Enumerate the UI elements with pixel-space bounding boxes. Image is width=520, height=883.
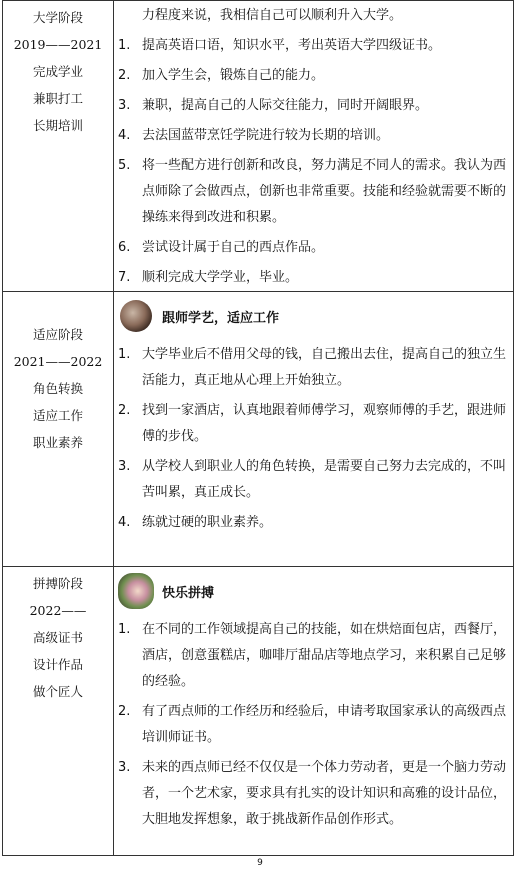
stage-goal: 兼职打工 bbox=[32, 91, 83, 106]
list-item: 2. 找到一家酒店，认真地跟着师傅学习，观察师傅的手艺，跟进师傅的步伐。 bbox=[118, 403, 507, 444]
list-item: 2. 加入学生会，锻炼自己的能力。 bbox=[118, 68, 325, 83]
heading-text: 快乐拼搏 bbox=[162, 586, 215, 601]
stage-title: 拼搏阶段 bbox=[32, 576, 83, 591]
stage-goal: 长期培训 bbox=[32, 118, 83, 133]
page-number: 9 bbox=[257, 858, 263, 868]
stage-heading bbox=[114, 292, 513, 342]
plan-list bbox=[114, 342, 513, 536]
stage-goal: 做个匠人 bbox=[32, 684, 83, 699]
dessert-photo bbox=[118, 573, 154, 609]
stage-title: 适应阶段 bbox=[32, 327, 83, 342]
list-item: 3. 从学校人到职业人的角色转换，是需要自己努力去完成的，不叫苦叫累，真正成长。 bbox=[118, 459, 507, 500]
heading-text: 跟师学艺，适应工作 bbox=[162, 311, 280, 326]
stage-label-cell bbox=[3, 1, 114, 292]
career-plan-table bbox=[2, 0, 514, 856]
list-item: 3. 兼职，提高自己的人际交往能力，同时开阔眼界。 bbox=[118, 98, 429, 113]
stage-label-cell bbox=[3, 567, 114, 856]
stage-row-adaptation bbox=[3, 292, 514, 567]
stage-goal: 高级证书 bbox=[32, 630, 83, 645]
stage-years: 2022—— bbox=[29, 603, 87, 618]
stage-goal: 完成学业 bbox=[32, 64, 83, 79]
stage-goal: 职业素养 bbox=[32, 435, 83, 450]
list-item: 7. 顺利完成大学学业，毕业。 bbox=[118, 270, 299, 285]
list-item: 6. 尝试设计属于自己的西点作品。 bbox=[118, 240, 325, 255]
list-item: 1. 提高英语口语，知识水平，考出英语大学四级证书。 bbox=[118, 38, 442, 53]
stage-goal: 适应工作 bbox=[32, 408, 83, 423]
list-item: 1. 在不同的工作领域提高自己的技能，如在烘焙面包店，西餐厅，酒店，创意蛋糕店，咖啡厅甜品店等地点学习，来积累自己足够的经验。 bbox=[118, 622, 507, 689]
stage-row-university bbox=[3, 1, 514, 292]
dessert-photo bbox=[120, 300, 152, 332]
stage-content-cell bbox=[114, 292, 514, 567]
stage-heading bbox=[114, 567, 513, 617]
continued-text: 力程度来说，我相信自己可以顺利升入大学。 bbox=[142, 8, 403, 23]
stage-goal: 角色转换 bbox=[32, 381, 83, 396]
plan-list bbox=[114, 33, 513, 291]
list-item: 1. 大学毕业后不借用父母的钱，自己搬出去住，提高自己的独立生活能力，真正地从心理上开始独立。 bbox=[118, 347, 507, 388]
list-item: 2. 有了西点师的工作经历和经验后，申请考取国家承认的高级西点培训师证书。 bbox=[118, 704, 507, 745]
stage-label-cell bbox=[3, 292, 114, 567]
list-item: 4. 去法国蓝带烹饪学院进行较为长期的培训。 bbox=[118, 128, 390, 143]
list-item: 5. 将一些配方进行创新和改良，努力满足不同人的需求。我认为西点师除了会做西点，创新也非常重要。技能和经验就需要不断的操练来得到改进和积累。 bbox=[118, 158, 507, 225]
stage-content-cell bbox=[114, 1, 514, 292]
stage-years: 2021——2022 bbox=[13, 354, 103, 369]
stage-row-striving bbox=[3, 567, 514, 856]
stage-content-cell bbox=[114, 567, 514, 856]
plan-list bbox=[114, 617, 513, 833]
stage-years: 2019——2021 bbox=[13, 37, 103, 52]
list-item: 3. 未来的西点师已经不仅仅是一个体力劳动者，更是一个脑力劳动者，一个艺术家，要求具有扎实的设计知识和高雅的设计品位，大胆地发挥想象，敢于挑战新作品创作形式。 bbox=[118, 760, 507, 827]
list-item: 4. 练就过硬的职业素养。 bbox=[118, 515, 273, 530]
stage-title: 大学阶段 bbox=[32, 10, 83, 25]
stage-goal: 设计作品 bbox=[32, 657, 83, 672]
